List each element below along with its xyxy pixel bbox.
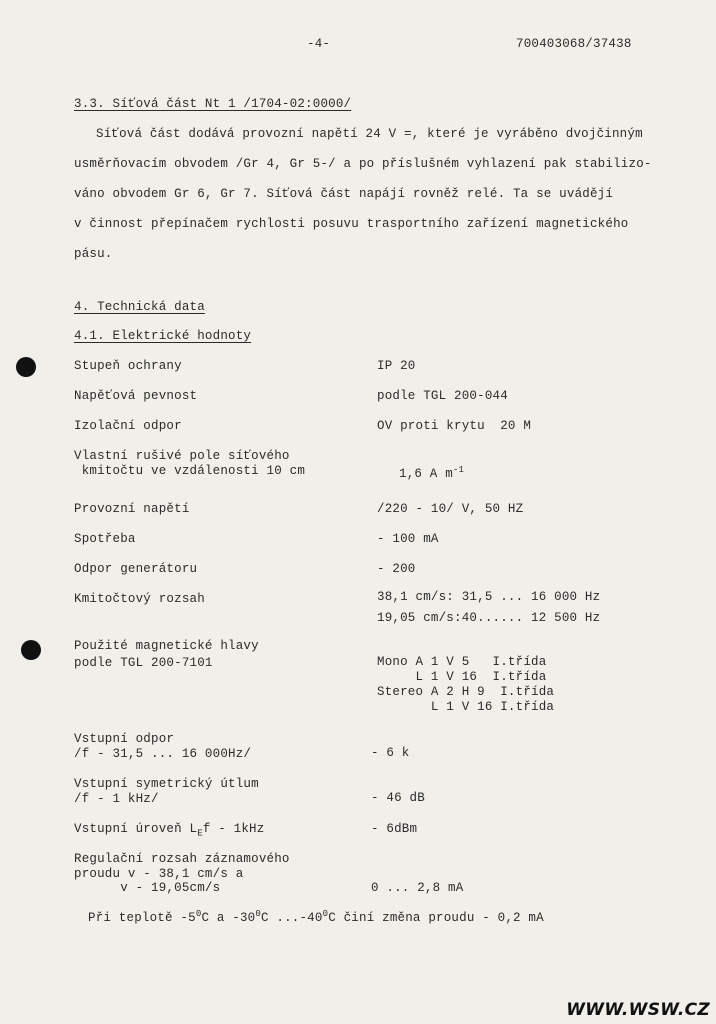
punch-hole — [16, 357, 36, 377]
row-label: Kmitočtový rozsah — [74, 592, 205, 606]
row-value: - 6 k — [371, 746, 410, 760]
row-value: 1,6 A $m^{-1}$ — [399, 465, 465, 482]
document-id: 700403068/37438 — [516, 37, 632, 51]
row-label: Napěťová pevnost — [74, 389, 198, 403]
punch-hole — [21, 640, 41, 660]
row-label: v - 19,05cm/s — [74, 881, 221, 895]
section-4-1-heading: 4.1. Elektrické hodnoty — [74, 329, 252, 343]
head-list-item: Mono A 1 V 5 I.třída — [377, 655, 547, 669]
row-value: 19,05 cm/s:40...... 12 500 Hz — [377, 611, 601, 625]
row-value: 38,1 cm/s: 31,5 ... 16 000 Hz — [377, 590, 601, 604]
row-label: Vstupní symetrický útlum — [74, 777, 259, 791]
row-value: /220 - 10/ V, 50 HZ — [377, 502, 524, 516]
paragraph-line: váno obvodem Gr 6, Gr 7. Síťová část napájí rovněž relé. Ta se uvádějí — [74, 187, 614, 201]
row-label: Vlastní rušivé pole síťového — [74, 449, 290, 463]
row-label: Regulační rozsah záznamového — [74, 852, 290, 866]
head-list-item: Stereo A 2 H 9 I.třída — [377, 685, 555, 699]
row-label: Provozní napětí — [74, 502, 190, 516]
page-number: -4- — [307, 37, 331, 51]
row-value: - 6dBm — [371, 822, 418, 836]
row-label: /f - 1 kHz/ — [74, 792, 159, 806]
row-value: 0 ... 2,8 mA — [371, 881, 464, 895]
row-label: Spotřeba — [74, 532, 136, 546]
head-list-item: L 1 V 16 I.třída — [377, 670, 547, 684]
row-label: Vstupní úroveň $L_Ef - 1kHz$ — [74, 822, 265, 839]
row-label: /f - 31,5 ... 16 000Hz/ — [74, 747, 252, 761]
row-value: OV proti krytu 20 M — [377, 419, 532, 433]
paragraph-line: v činnost přepínačem rychlosti posuvu trasportního zařízení magnetického — [74, 217, 629, 231]
watermark-text: WWW.WSW.CZ — [566, 1000, 710, 1020]
temperature-note: Při teplotě $-5^0C$ a $-30^0C$ $...-40^0C$ činí změna proudu - 0,2 mA — [88, 909, 544, 926]
row-label: proudu v - 38,1 cm/s a — [74, 867, 244, 881]
row-label: Stupeň ochrany — [74, 359, 182, 373]
row-label: kmitočtu ve vzdálenosti 10 cm — [74, 464, 306, 478]
row-value: IP 20 — [377, 359, 416, 373]
section-3-3-heading: 3.3. Síťová část Nt 1 /1704-02:0000/ — [74, 97, 352, 111]
row-value: - 46 dB — [371, 791, 425, 805]
row-label: podle TGL 200-7101 — [74, 656, 213, 670]
row-label: Použité magnetické hlavy — [74, 639, 259, 653]
row-value: - 100 mA — [377, 532, 439, 546]
head-list-item: L 1 V 16 I.třída — [377, 700, 555, 714]
row-label: Odpor generátoru — [74, 562, 198, 576]
paragraph-line: usměrňovacím obvodem /Gr 4, Gr 5-/ a po příslušném vyhlazení pak stabilizo- — [74, 157, 652, 171]
section-4-heading: 4. Technická data — [74, 300, 205, 314]
row-value: - 200 — [377, 562, 416, 576]
row-label: Izolační odpor — [74, 419, 182, 433]
row-value: podle TGL 200-044 — [377, 389, 508, 403]
paragraph-line: Síťová část dodává provozní napětí 24 V =, které je vyráběno dvojčinným — [96, 127, 643, 141]
paragraph-line: pásu. — [74, 247, 113, 261]
row-label: Vstupní odpor — [74, 732, 175, 746]
